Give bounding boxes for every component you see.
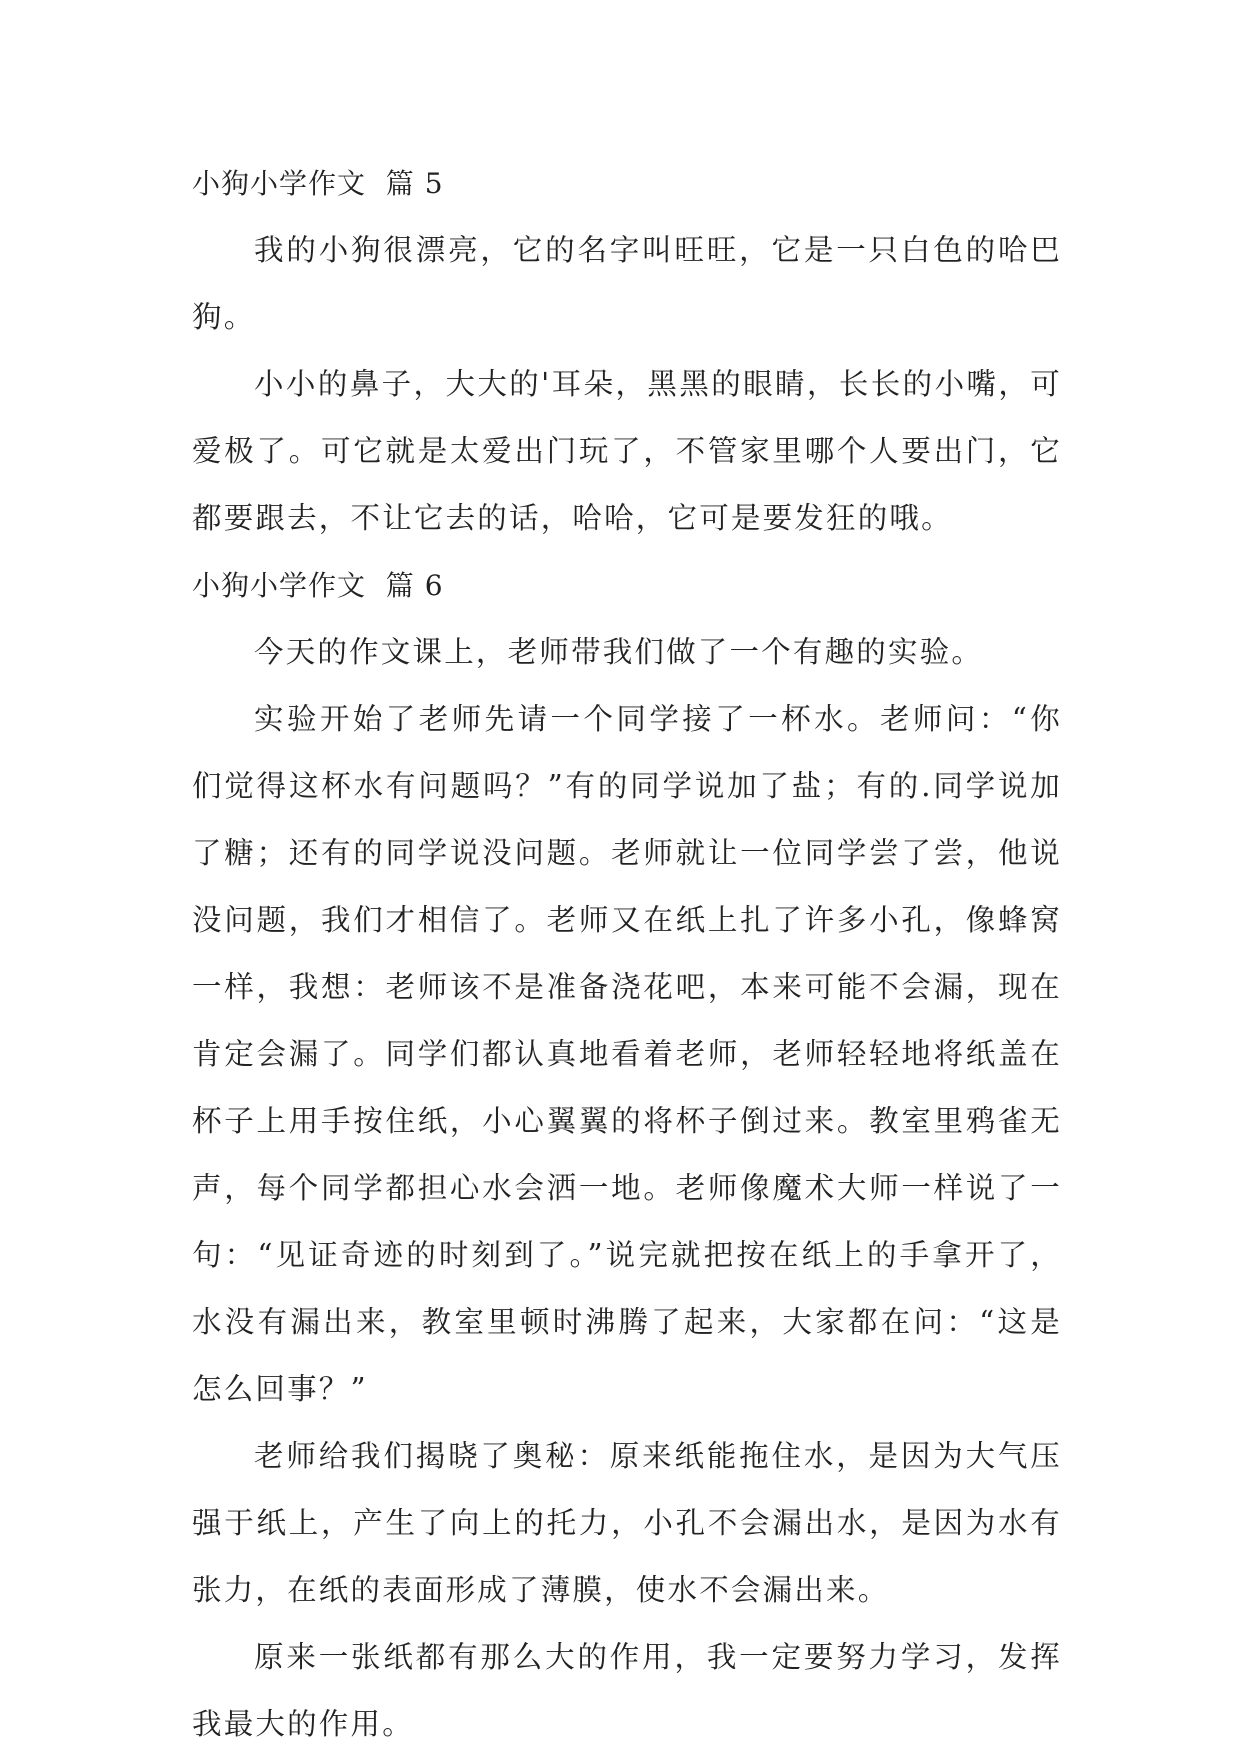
essay-section-5 — [192, 150, 1062, 552]
paragraph: 老师给我们揭晓了奥秘：原来纸能拖住水，是因为大气压强于纸上，产生了向上的托力，小孔不会漏出水，是因为水有张力，在纸的表面形成了薄膜，使水不会漏出来。 — [192, 1439, 1062, 1607]
paragraph: 原来一张纸都有那么大的作用，我一定要努力学习，发挥我最大的作用。 — [192, 1640, 1062, 1741]
paragraph: 小小的鼻子，大大的'耳朵，黑黑的眼睛，长长的小嘴，可爱极了。可它就是太爱出门玩了，不管家里哪个人要出门，它都要跟去，不让它去的话，哈哈，它可是要发狂的哦。 — [192, 367, 1062, 535]
essay-section-6 — [192, 552, 1062, 1758]
paragraph: 今天的作文课上，老师带我们做了一个有趣的实验。 — [254, 635, 984, 669]
document-body — [192, 150, 1062, 1758]
paragraph: 实验开始了老师先请一个同学接了一杯水。老师问：“你们觉得这杯水有问题吗？”有的同学说加了盐；有的.同学说加了糖；还有的同学说没问题。老师就让一位同学尝了尝，他说没问题，我们才相信了。老师又在纸上扎了许多小孔，像蜂窝一样，我想：老师该不是准备浇花吧，本来可能不会漏，现在肯定会漏了。同学们都认真地看着老师，老师轻轻地将纸盖在杯子上用手按住纸，小心翼翼的将杯子倒过来。教室里鸦雀无声，每个同学都担心水会洒一地。老师像魔术大师一样说了一句：“见证奇迹的时刻到了。”说完就把按在纸上的手拿开了，水没有漏出来，教室里顿时沸腾了起来，大家都在问：“这是怎么回事？” — [192, 702, 1062, 1406]
section-heading: 小狗小学作文 篇 6 — [192, 569, 444, 602]
section-heading: 小狗小学作文 篇 5 — [192, 167, 444, 200]
paragraph: 我的小狗很漂亮，它的名字叫旺旺，它是一只白色的哈巴狗。 — [192, 233, 1062, 334]
